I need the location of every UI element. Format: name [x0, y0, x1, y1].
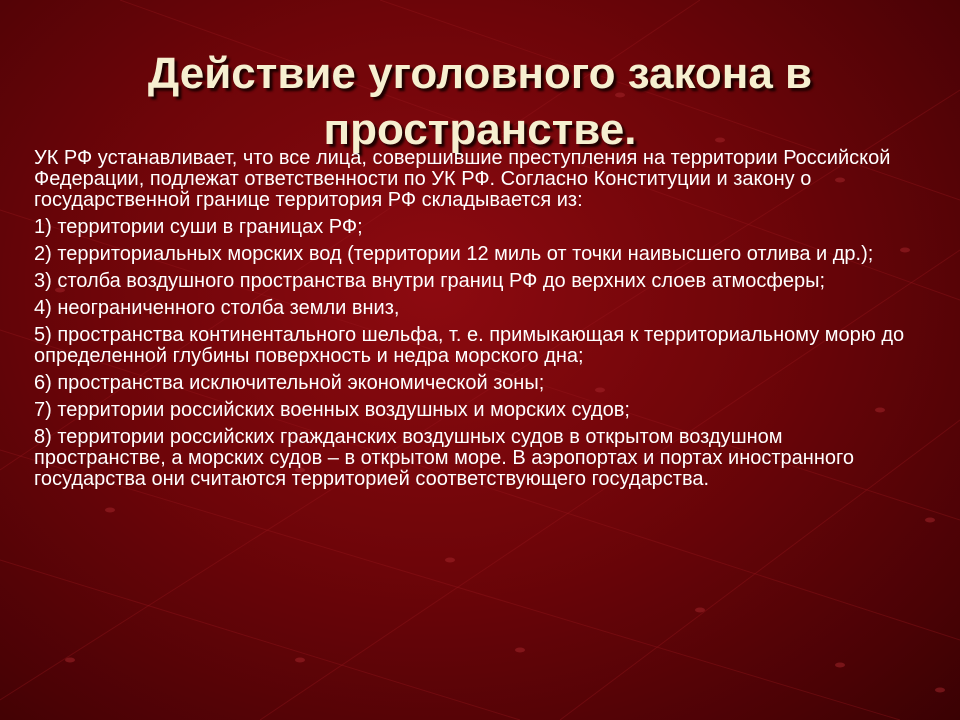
list-item-7: 7) территории российских военных воздушных и морских судов; — [34, 399, 630, 421]
slide-body — [34, 148, 914, 496]
list-item-8: 8) территории российских гражданских воздушных судов в открытом воздушном пространстве, а морских судов – в открытом море. В аэропортах и портах иностранного государства они считаются территорией соответствующего государства. — [34, 426, 854, 490]
list-item-2: 2) территориальных морских вод (территории 12 миль от точки наивысшего отлива и др.); — [34, 243, 874, 265]
list-item-1: 1) территории суши в границах РФ; — [34, 216, 363, 238]
list-item-3: 3) столба воздушного пространства внутри границ РФ до верхних слоев атмосферы; — [34, 270, 826, 292]
slide-title: Действие уголовного закона в пространстве. — [147, 49, 813, 154]
list-item-4: 4) неограниченного столба земли вниз, — [34, 297, 400, 319]
list-item-5: 5) пространства континентального шельфа, т. е. примыкающая к территориальному морю до определенной глубины поверхность и недра морского дна; — [34, 324, 905, 367]
list-item-6: 6) пространства исключительной экономической зоны; — [34, 372, 545, 394]
intro-paragraph: УК РФ устанавливает, что все лица, совершившие преступления на территории Российской Федерации, подлежат ответственности по УК РФ. Согласно Конституции и закону о государственной границе территория РФ складывается из: — [34, 147, 891, 211]
